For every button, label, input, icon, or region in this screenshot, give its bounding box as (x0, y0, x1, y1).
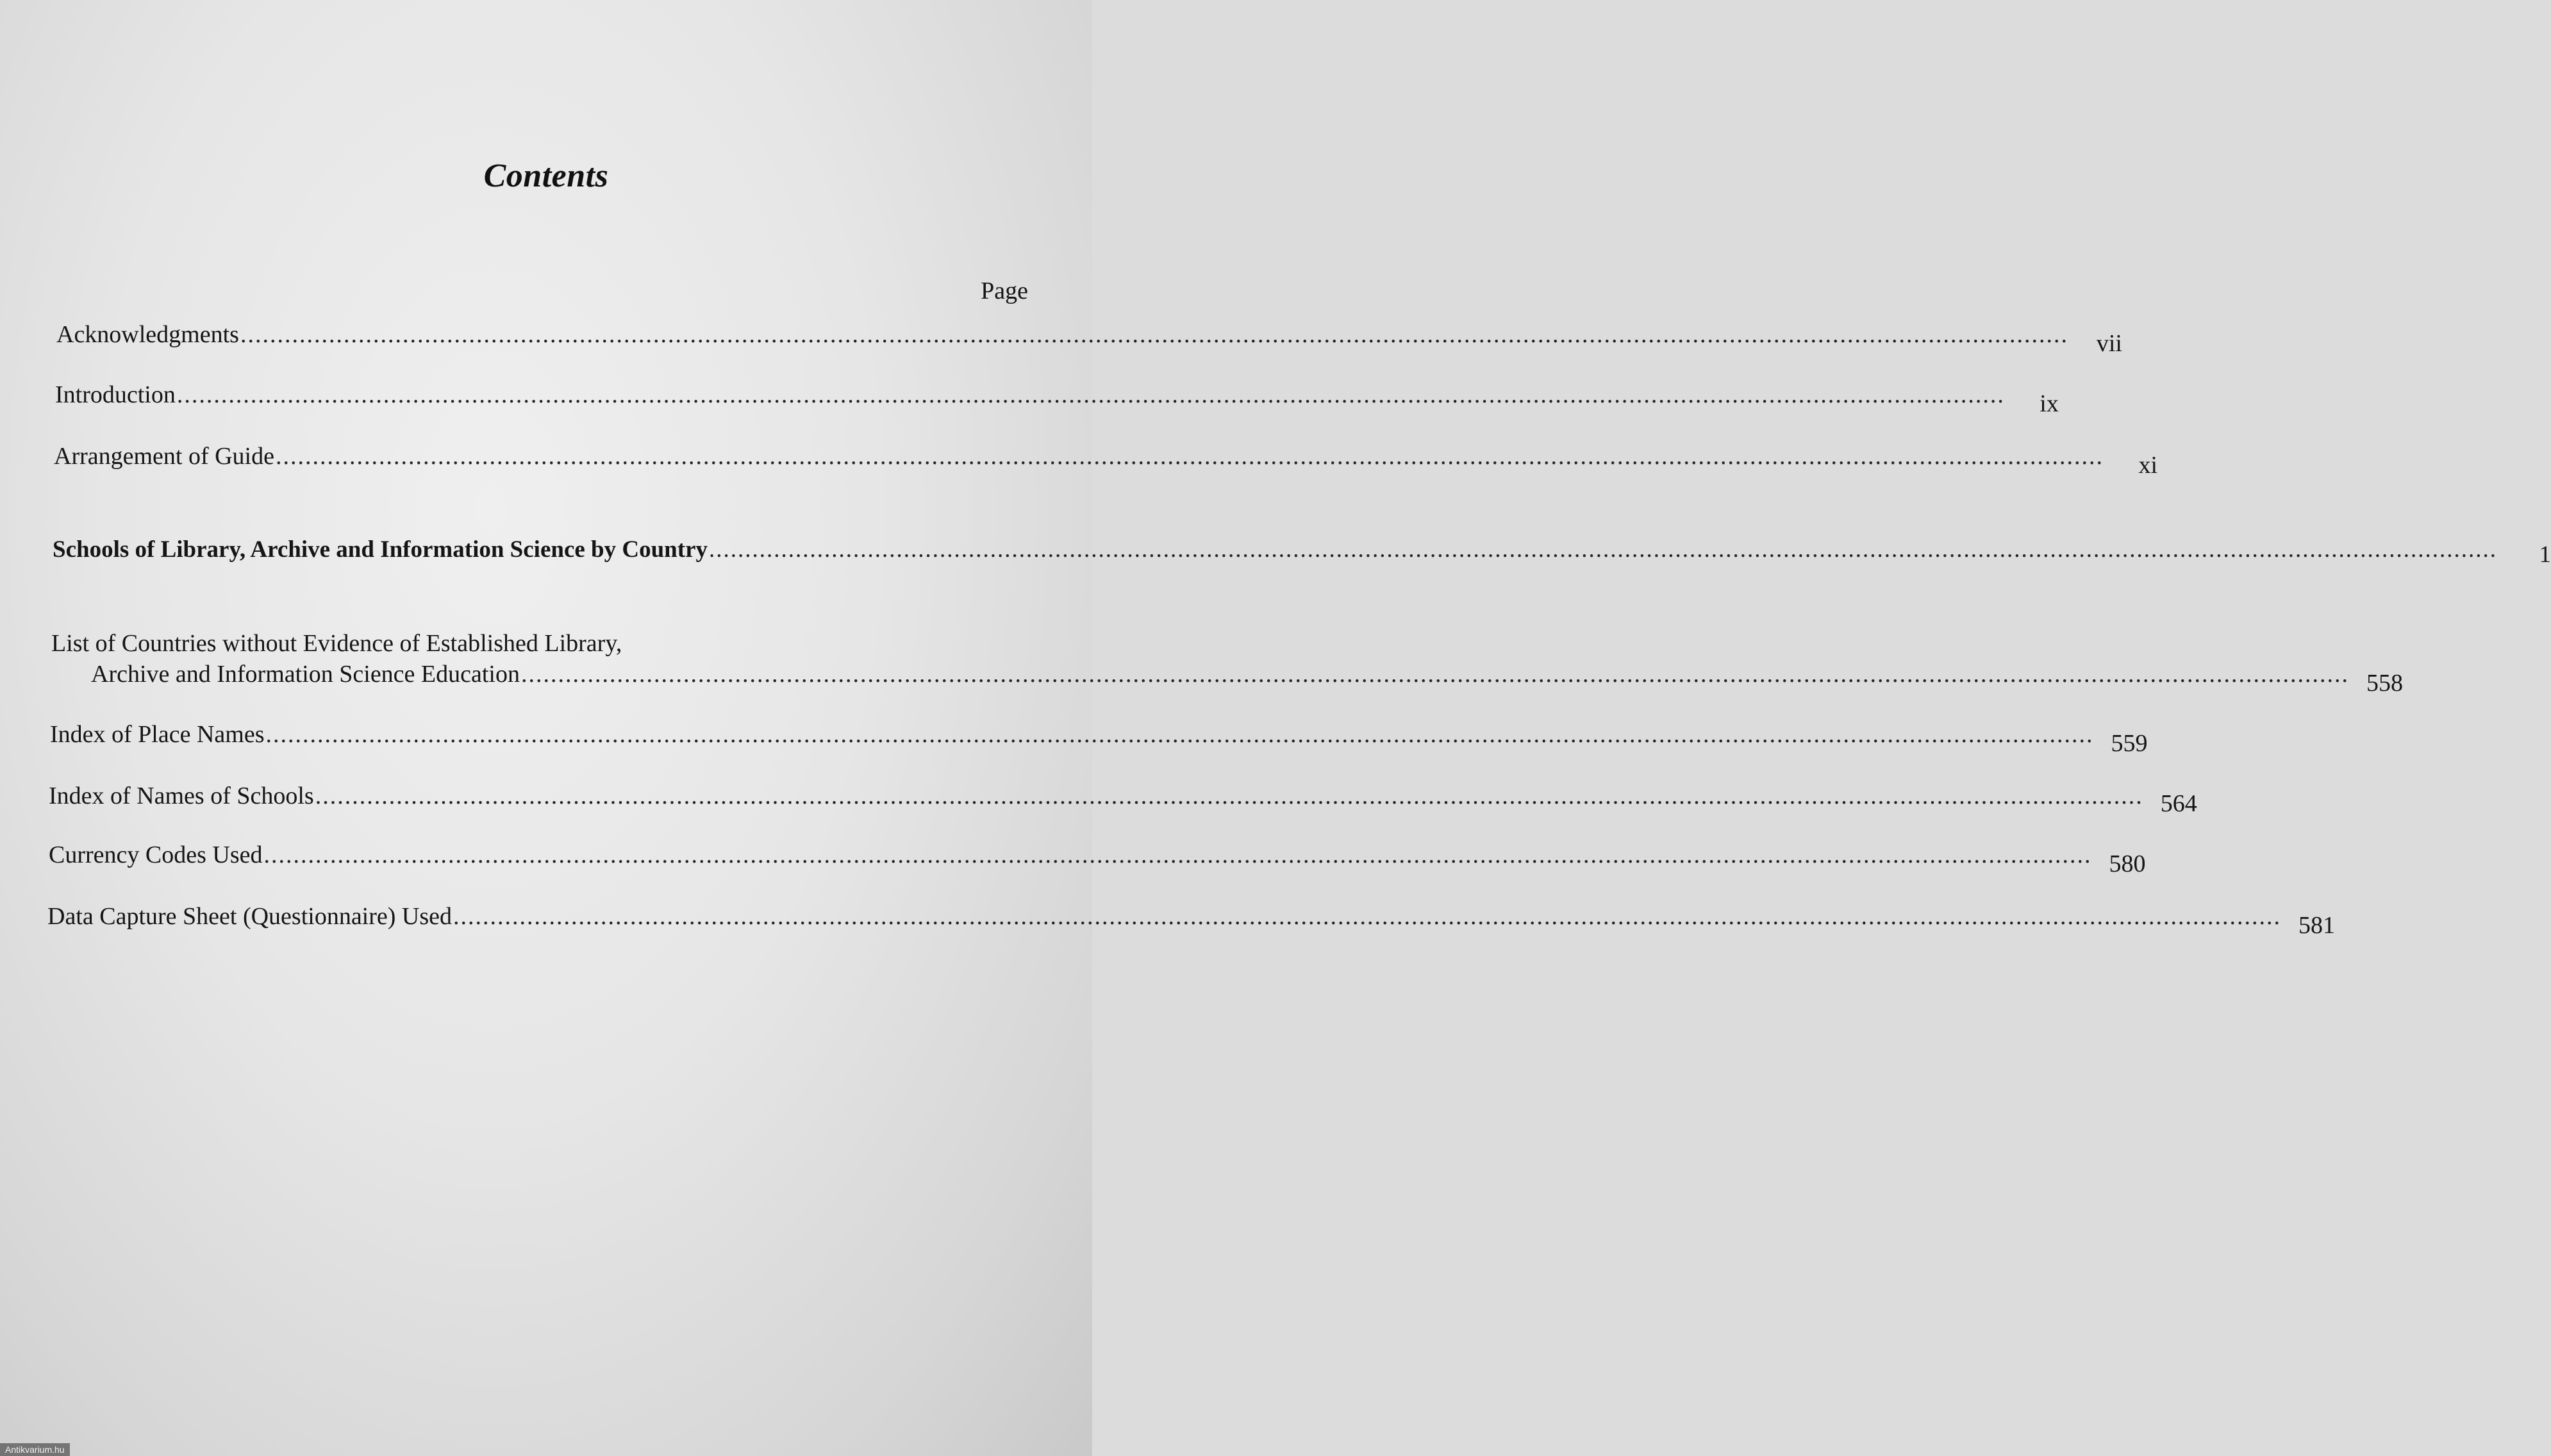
toc-entry-label: Schools of Library, Archive and Information Science by Country (53, 536, 708, 563)
toc-entry-page: ix (2040, 390, 2059, 417)
toc-entry-page: 559 (2111, 730, 2148, 757)
toc-entry-label: Index of Place Names (50, 721, 265, 748)
toc-entry-page: 564 (2160, 790, 2197, 817)
toc-entry-label: Data Capture Sheet (Questionnaire) Used (47, 903, 453, 930)
toc-entry-label: Introduction (55, 381, 176, 408)
page-column-label: Page (981, 277, 1028, 304)
leader-dots: ........................................................................................................................................................................................................................................................ (176, 381, 2005, 408)
toc-entry-page: 580 (2109, 850, 2146, 877)
toc-entry-page: 581 (2298, 912, 2336, 939)
leader-dots: ........................................................................................................................................................................................................................................................ (276, 443, 2104, 470)
toc-entry-label-line1: List of Countries without Evidence of Established Library, (51, 630, 622, 657)
leader-dots: ........................................................................................................................................................................................................................................................ (453, 903, 2282, 930)
toc-entry-arrangement-of-guide (54, 442, 2157, 479)
page-title: Contents (483, 158, 609, 194)
toc-entry-page: vii (2096, 330, 2122, 357)
toc-entry-label: Index of Names of Schools (49, 782, 314, 809)
leader-dots: ........................................................................................................................................................................................................................................................ (709, 536, 2497, 563)
leader-dots: ........................................................................................................................................................................................................................................................ (315, 782, 2143, 809)
toc-entry-page: 1 (2539, 542, 2551, 568)
toc-entry-label: Arrangement of Guide (54, 443, 274, 470)
toc-entry-acknowledgments (56, 320, 2122, 357)
toc-entry-index-of-names-of-schools (49, 782, 2197, 817)
toc-entry-label: Currency Codes Used (49, 841, 263, 868)
toc-entry-countries-without-evidence (51, 629, 2403, 697)
toc-entry-page: xi (2138, 452, 2157, 479)
toc-entry-index-of-place-names (50, 720, 2148, 757)
toc-entry-label: Acknowledgments (56, 321, 239, 348)
leader-dots: ........................................................................................................................................................................................................................................................ (265, 721, 2094, 748)
watermark-label: Antikvarium.hu (0, 1443, 70, 1456)
leader-dots: ........................................................................................................................................................................................................................................................ (520, 661, 2349, 688)
toc-entry-introduction (55, 381, 2059, 417)
toc-entry-label-line2: Archive and Information Science Education (91, 661, 520, 688)
toc-entry-data-capture-sheet (47, 902, 2336, 939)
toc-entry-currency-codes-used (49, 841, 2146, 877)
toc-entry-page: 558 (2366, 670, 2403, 697)
leader-dots: ........................................................................................................................................................................................................................................................ (263, 841, 2092, 868)
leader-dots: ........................................................................................................................................................................................................................................................ (240, 321, 2068, 348)
toc-entry-schools-by-country (53, 536, 2551, 568)
